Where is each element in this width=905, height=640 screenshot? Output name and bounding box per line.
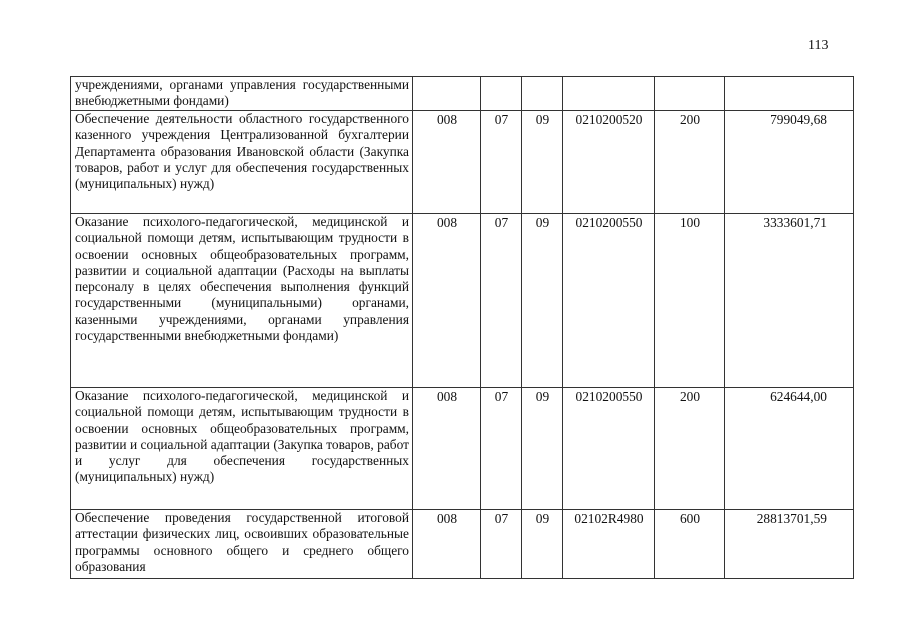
row-expense-type: 200 <box>655 111 725 214</box>
row-section-code <box>481 77 522 111</box>
row-subsection-code <box>522 77 563 111</box>
row-target-code: 0210200550 <box>563 388 655 510</box>
row-description: Оказание психолого-педагогической, медицинской и социальной помощи детям, испытывающим трудности в освоении основных общеобразовательных программ, развитии и социальной адаптации (Закупка товаров, работ и услуг для обеспечения государственных (муниципальных) нужд) <box>71 388 413 510</box>
budget-table <box>70 76 854 579</box>
row-description: Обеспечение проведения государственной итоговой аттестации физических лиц, освоивших образовательные программы основного общего и среднего общего образования <box>71 510 413 579</box>
row-description: Обеспечение деятельности областного государственного казенного учреждения Централизованной бухгалтерии Департамента образования Ивановской области (Закупка товаров, работ и услуг для обеспечения государственных (муниципальных) нужд) <box>71 111 413 214</box>
row-subsection-code: 09 <box>522 214 563 388</box>
row-expense-type: 600 <box>655 510 725 579</box>
row-section-code: 07 <box>481 111 522 214</box>
row-ministry-code: 008 <box>413 388 481 510</box>
row-ministry-code: 008 <box>413 111 481 214</box>
table-row <box>71 77 854 111</box>
row-subsection-code: 09 <box>522 388 563 510</box>
row-target-code: 0210200520 <box>563 111 655 214</box>
row-amount: 3333601,71 <box>725 214 854 388</box>
table-row <box>71 111 854 214</box>
row-target-code <box>563 77 655 111</box>
row-ministry-code: 008 <box>413 214 481 388</box>
row-target-code: 02102R4980 <box>563 510 655 579</box>
row-description: Оказание психолого-педагогической, медицинской и социальной помощи детям, испытывающим трудности в освоении основных общеобразовательных программ, развитии и социальной адаптации (Расходы на выплаты персоналу в целях обеспечения выполнения функций государственными (муниципальными) органами, казенными учреждениями, органами управления государственными внебюджетными фондами) <box>71 214 413 388</box>
row-expense-type: 200 <box>655 388 725 510</box>
row-subsection-code: 09 <box>522 111 563 214</box>
row-section-code: 07 <box>481 510 522 579</box>
row-section-code: 07 <box>481 214 522 388</box>
row-section-code: 07 <box>481 388 522 510</box>
row-ministry-code: 008 <box>413 510 481 579</box>
table-row <box>71 510 854 579</box>
row-amount: 28813701,59 <box>725 510 854 579</box>
row-ministry-code <box>413 77 481 111</box>
table-row <box>71 214 854 388</box>
row-expense-type: 100 <box>655 214 725 388</box>
page-number: 113 <box>808 38 829 53</box>
table-row <box>71 388 854 510</box>
row-target-code: 0210200550 <box>563 214 655 388</box>
row-subsection-code: 09 <box>522 510 563 579</box>
row-amount: 799049,68 <box>725 111 854 214</box>
row-amount <box>725 77 854 111</box>
row-expense-type <box>655 77 725 111</box>
row-description: учреждениями, органами управления государственными внебюджетными фондами) <box>71 77 413 111</box>
row-amount: 624644,00 <box>725 388 854 510</box>
